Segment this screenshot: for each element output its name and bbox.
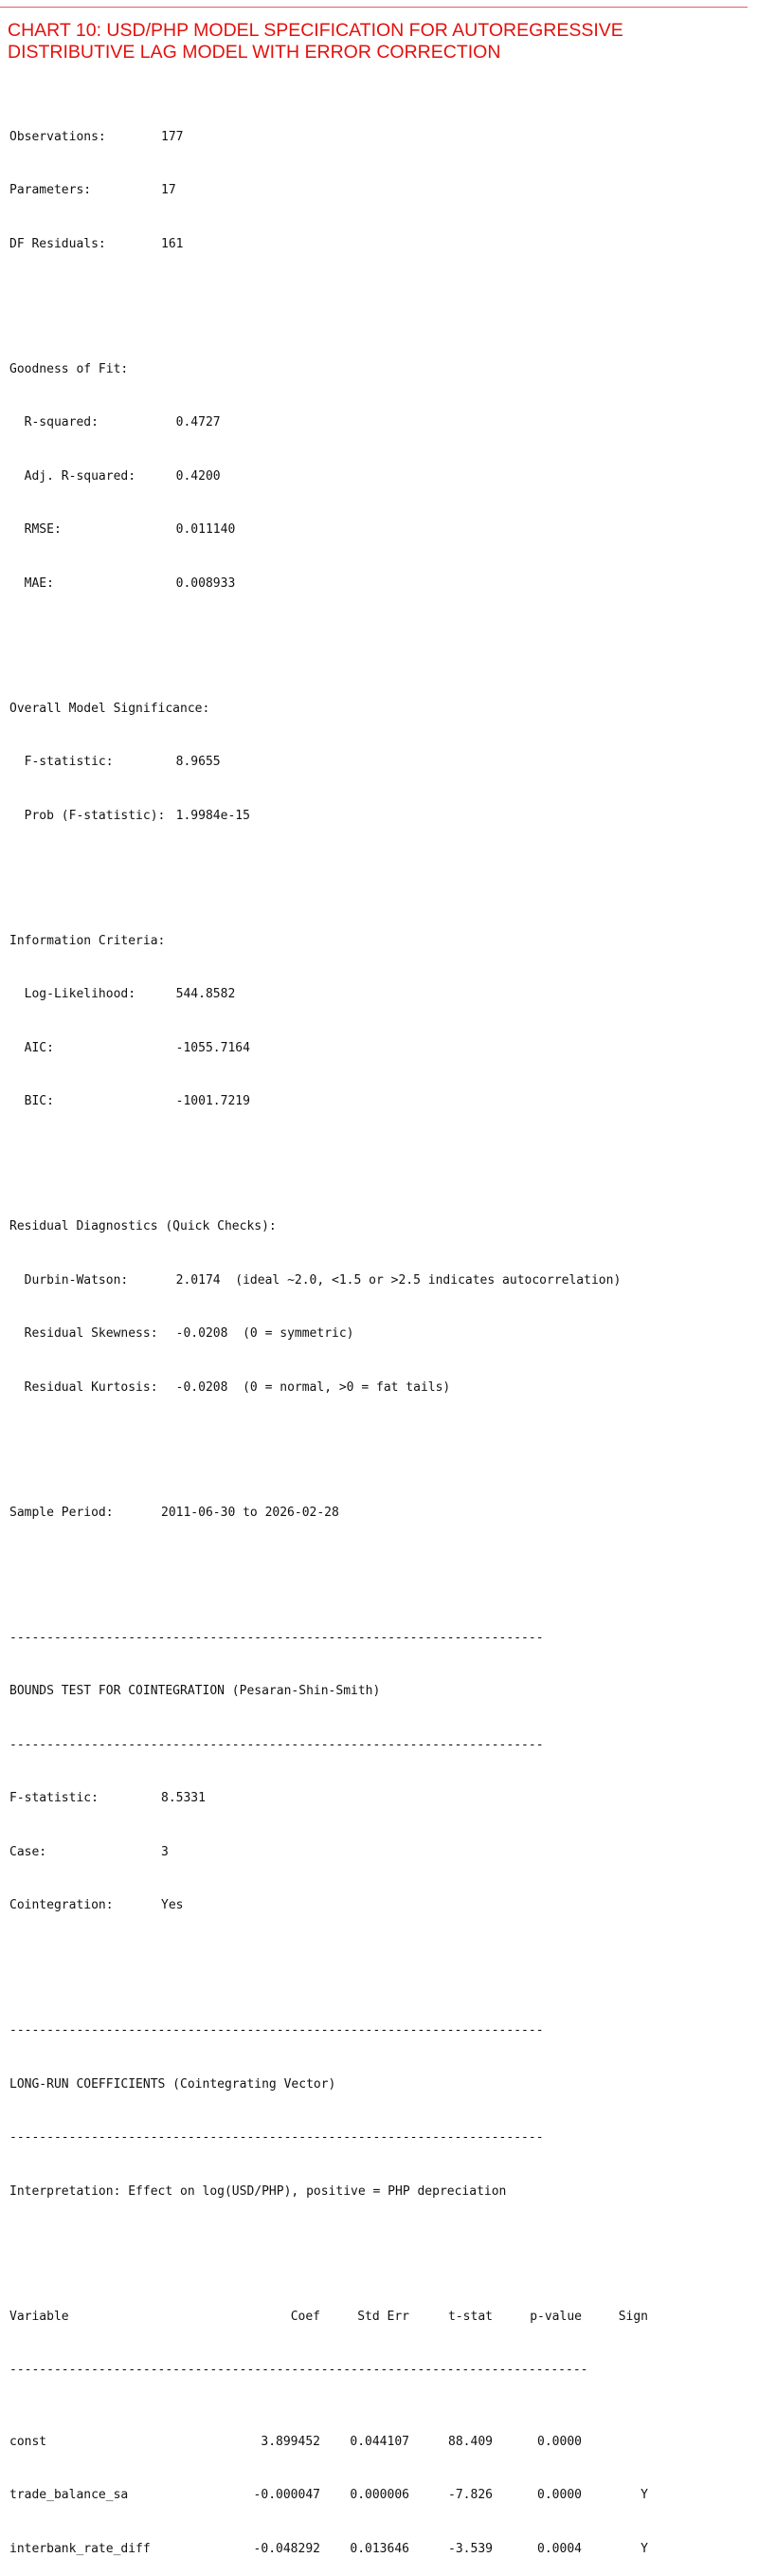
coef-table-header bbox=[9, 2309, 648, 2327]
section-heading-bounds: BOUNDS TEST FOR COINTEGRATION (Pesaran-Shin-Smith) bbox=[9, 1684, 381, 1699]
title-line-2: DISTRIBUTIVE LAG MODEL WITH ERROR CORRECTION bbox=[8, 42, 501, 63]
chart-title bbox=[8, 20, 747, 64]
stat-row-case: Case: 3 bbox=[9, 1844, 169, 1859]
separator-rule: ------------------------------------------------------------------------ bbox=[9, 1630, 544, 1645]
stat-row-r-squared: R-squared: 0.4727 bbox=[24, 415, 221, 430]
interpretation-text: Interpretation: Effect on log(USD/PHP), positive = PHP depreciation bbox=[9, 2183, 507, 2199]
col-stderr: Std Err bbox=[357, 2309, 409, 2324]
section-heading-longrun: LONG-RUN COEFFICIENTS (Cointegrating Vector) bbox=[9, 2076, 336, 2092]
stat-row-durbin-watson: Durbin-Watson: 2.0174 (ideal ~2.0, <1.5 or >2.5 indicates autocorrelation) bbox=[24, 1272, 622, 1288]
stat-row-bic: BIC: -1001.7219 bbox=[24, 1094, 250, 1109]
separator-rule: ------------------------------------------------------------------------ bbox=[9, 2130, 544, 2146]
title-line-1: CHART 10: USD/PHP MODEL SPECIFICATION FOR AUTOREGRESSIVE bbox=[8, 20, 623, 41]
col-tstat: t-stat bbox=[448, 2309, 493, 2324]
top-divider bbox=[0, 7, 748, 8]
stat-row-sample-period: Sample Period: 2011-06-30 to 2026-02-28 bbox=[9, 1505, 339, 1520]
stat-row-df-residuals: DF Residuals: 161 bbox=[9, 236, 184, 251]
col-variable: Variable bbox=[9, 2309, 69, 2324]
table-row: trade_balance_sa -0.000047 0.000006 -7.826 0.0000 Y bbox=[9, 2488, 648, 2503]
stat-row-cointegration: Cointegration: Yes bbox=[9, 1898, 184, 1913]
section-heading-fit: Goodness of Fit: bbox=[9, 361, 129, 376]
stat-row-prob-f: Prob (F-statistic): 1.9984e-15 bbox=[24, 808, 250, 823]
stat-row-adj-r-squared: Adj. R-squared: 0.4200 bbox=[24, 468, 221, 484]
stat-row-aic: AIC: -1055.7164 bbox=[24, 1040, 250, 1055]
stat-row-log-likelihood: Log-Likelihood: 544.8582 bbox=[24, 987, 236, 1002]
stat-row-mae: MAE: 0.008933 bbox=[24, 575, 236, 591]
separator-rule: ------------------------------------------------------------------------------ bbox=[9, 2363, 588, 2378]
section-heading-residual: Residual Diagnostics (Quick Checks): bbox=[9, 1219, 277, 1234]
stat-row-bounds-f: F-statistic: 8.5331 bbox=[9, 1791, 206, 1806]
separator-rule: ------------------------------------------------------------------------ bbox=[9, 1737, 544, 1752]
separator-rule: ------------------------------------------------------------------------ bbox=[9, 2023, 544, 2038]
table-row: const 3.899452 0.044107 88.409 0.0000 bbox=[9, 2434, 582, 2449]
col-coef: Coef bbox=[290, 2309, 320, 2324]
col-pvalue: p-value bbox=[530, 2309, 582, 2324]
section-heading-significance: Overall Model Significance: bbox=[9, 701, 210, 716]
model-output bbox=[9, 93, 648, 2576]
table-row: interbank_rate_diff -0.048292 0.013646 -3.539 0.0004 Y bbox=[9, 2541, 648, 2556]
stat-row-parameters: Parameters: 17 bbox=[9, 183, 176, 198]
stat-row-rmse: RMSE: 0.011140 bbox=[24, 522, 236, 538]
stat-row-kurtosis: Residual Kurtosis: -0.0208 (0 = normal, >0 = fat tails) bbox=[24, 1379, 451, 1395]
stat-row-f-statistic: F-statistic: 8.9655 bbox=[24, 755, 221, 770]
stat-row-observations: Observations: 177 bbox=[9, 129, 184, 144]
stat-row-skewness: Residual Skewness: -0.0208 (0 = symmetric) bbox=[24, 1326, 354, 1342]
section-heading-info: Information Criteria: bbox=[9, 933, 166, 948]
col-sign: Sign bbox=[618, 2309, 648, 2324]
